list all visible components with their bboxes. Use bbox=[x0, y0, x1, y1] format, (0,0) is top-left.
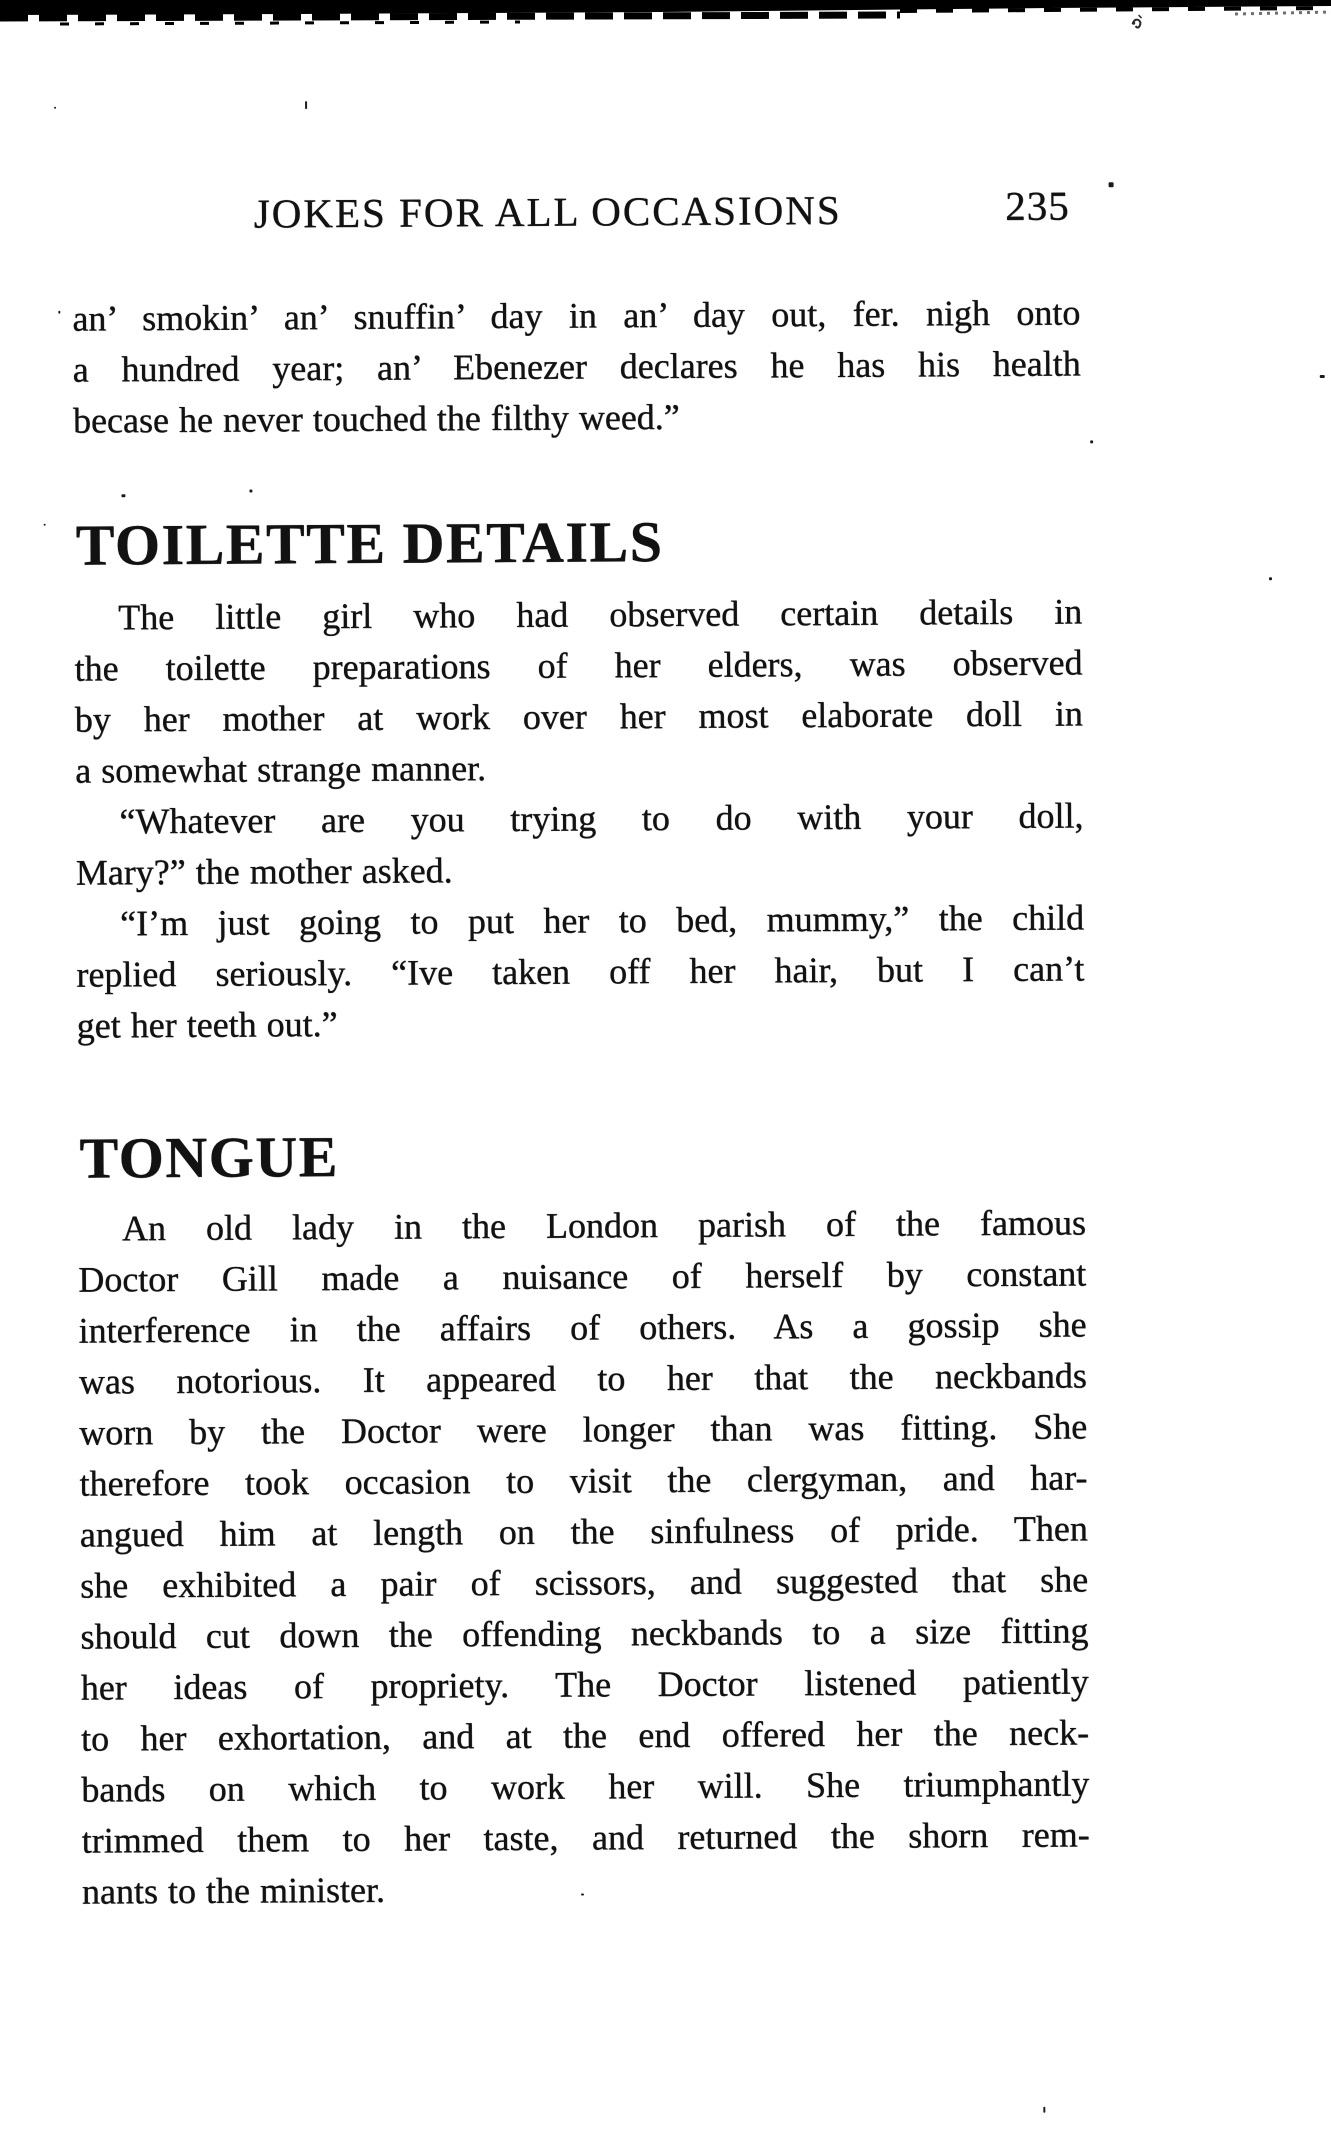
paragraph-tongue-narrative bbox=[78, 1197, 1090, 1917]
text-line: worn by the Doctor were longer than was fitting. She bbox=[79, 1406, 1088, 1453]
text-line: An old lady in the London parish of the famous bbox=[121, 1202, 1087, 1249]
running-title: JOKES FOR ALL OCCASIONS bbox=[253, 186, 842, 237]
text-line: her ideas of propriety. The Doctor listened patiently bbox=[80, 1661, 1089, 1708]
text-line: angued him at length on the sinfulness of pride. Then bbox=[79, 1508, 1088, 1555]
text-line: “Whatever are you trying to do with your doll, bbox=[119, 795, 1084, 842]
text-line: get her teeth out.” bbox=[76, 1004, 338, 1046]
text-line: becase he never touched the filthy weed.” bbox=[72, 396, 680, 441]
section-heading-tongue: TONGUE bbox=[79, 1123, 340, 1191]
paragraph-mother-question bbox=[75, 790, 1084, 898]
text-line: by her mother at work over her most elaborate doll in bbox=[74, 693, 1083, 740]
page-number: 235 bbox=[1005, 182, 1070, 229]
ink-speck bbox=[1043, 2107, 1045, 2113]
paragraph-child-reply bbox=[76, 892, 1085, 1051]
paragraph-toilette-narrative bbox=[74, 586, 1083, 796]
ink-speck bbox=[1109, 182, 1114, 187]
text-line: should cut down the offending neckbands to a size fitting bbox=[80, 1610, 1089, 1657]
text-line: Doctor Gill made a nuisance of herself by constant bbox=[78, 1253, 1087, 1300]
ink-speck bbox=[54, 107, 56, 109]
ink-speck bbox=[121, 494, 125, 497]
text-line: “I’m just going to put her to bed, mummy,” the child bbox=[119, 897, 1085, 944]
text-line: interference in the affairs of others. As a gossip she bbox=[78, 1304, 1087, 1351]
ink-speck bbox=[305, 101, 307, 109]
ink-speck bbox=[581, 1894, 584, 1896]
text-line: was notorious. It appeared to her that the neckbands bbox=[78, 1355, 1087, 1402]
text-line: bands on which to work her will. She triumphantly bbox=[81, 1763, 1090, 1810]
ink-speck bbox=[1269, 577, 1272, 580]
text-line: she exhibited a pair of scissors, and suggested that she bbox=[79, 1559, 1089, 1606]
text-line: Mary?” the mother asked. bbox=[75, 850, 453, 893]
text-line: a somewhat strange manner. bbox=[75, 748, 487, 791]
paragraph-intro-continuation bbox=[72, 287, 1081, 446]
text-line: the toilette preparations of her elders, was observed bbox=[74, 642, 1083, 689]
page-header bbox=[72, 183, 1080, 241]
section-heading-toilette-details: TOILETTE DETAILS bbox=[75, 509, 664, 578]
ink-speck bbox=[44, 524, 46, 526]
text-line: trimmed them to her taste, and returned the shorn rem- bbox=[81, 1814, 1090, 1861]
ink-speck bbox=[1320, 375, 1325, 378]
text-line: an’ smokin’ an’ snuffin’ day in an’ day out, fer. nigh onto bbox=[72, 292, 1081, 339]
ink-speck bbox=[1090, 440, 1093, 443]
text-line: The little girl who had observed certain details in bbox=[118, 591, 1083, 638]
text-line: to her exhortation, and at the end offered her the neck- bbox=[80, 1712, 1090, 1759]
ink-speck bbox=[249, 490, 252, 493]
text-line: therefore took occasion to visit the clergyman, and har- bbox=[79, 1457, 1088, 1504]
text-line: nants to the minister. bbox=[81, 1869, 386, 1912]
ink-speck bbox=[58, 311, 60, 314]
text-line: replied seriously. “Ive taken off her hair, but I can’t bbox=[76, 948, 1085, 995]
text-line: a hundred year; an’ Ebenezer declares he has his health bbox=[72, 343, 1081, 390]
ink-mark-squiggle bbox=[1130, 11, 1146, 29]
